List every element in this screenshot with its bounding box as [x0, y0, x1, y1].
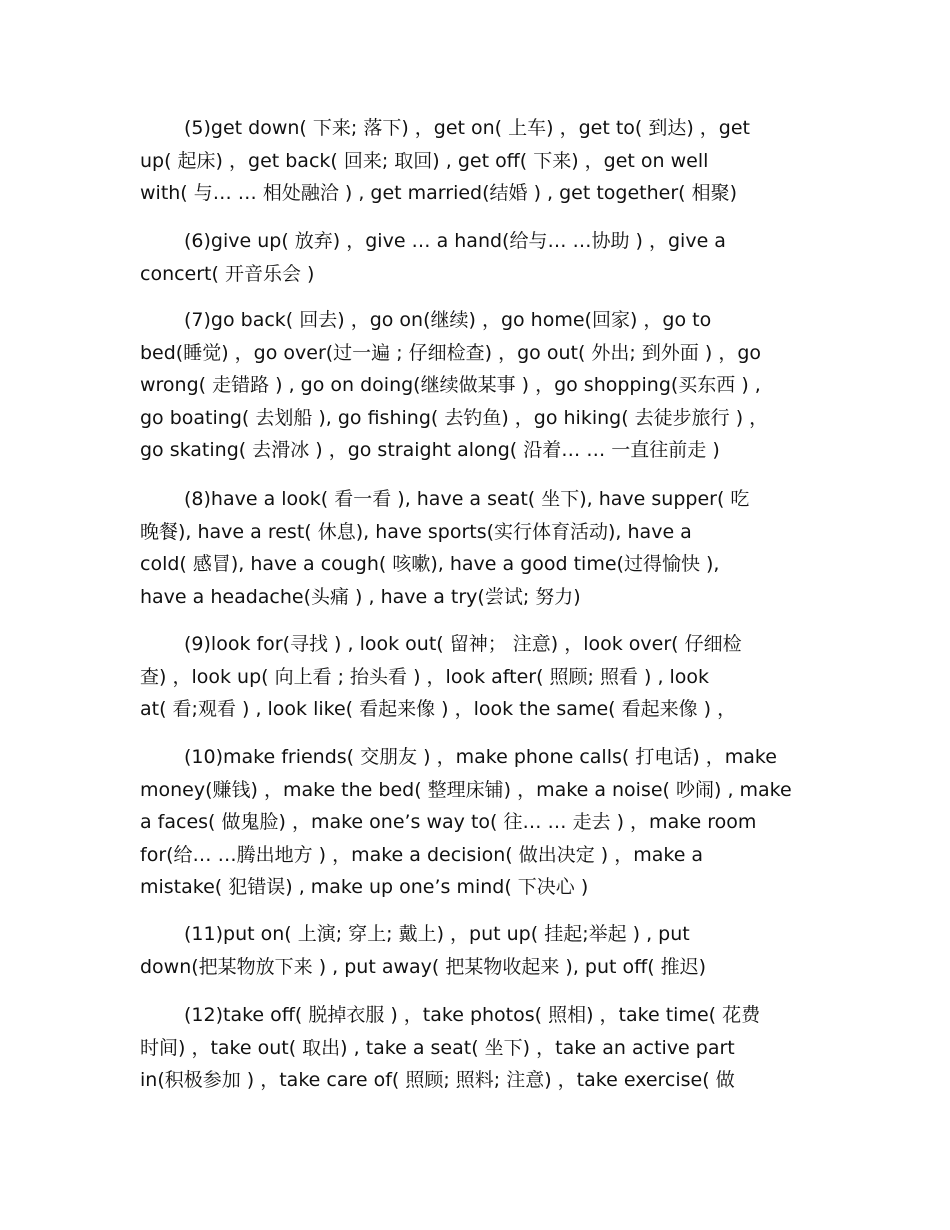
text-line: cold( 感冒), have a cough( 咳嗽), have a good time(过得愉快 ), — [140, 553, 720, 575]
text-line: (11)put on( 上演; 穿上; 戴上) ，put up( 挂起;举起 ) , put — [184, 923, 690, 945]
text-line: wrong( 走错路 ) , go on doing(继续做某事 ) ，go shopping(买东西 ) , — [140, 374, 761, 396]
text-line: 晚餐), have a rest( 休息), have sports(实行体育活动), have a — [140, 520, 692, 543]
paragraph-give-phrases — [140, 225, 880, 290]
text-line: (6)give up( 放弃) ，give … a hand(给与… …协助 ) ，give a — [184, 230, 726, 252]
text-line: money(赚钱) ，make the bed( 整理床铺) ，make a noise( 吵闹) , make — [140, 778, 792, 801]
text-line: 查) ，look up( 向上看 ; 抬头看 ) ，look after( 照顾; 照看 ) , look — [140, 665, 710, 688]
text-line: down(把某物放下来 ) , put away( 把某物收起来 ), put off( 推迟) — [140, 955, 707, 978]
text-line: a faces( 做鬼脸) ，make one’s way to( 往… … 走去 ) ，make room — [140, 811, 757, 833]
text-line: in(积极参加 ) ，take care of( 照顾; 照料; 注意) ，take exercise( 做 — [140, 1069, 735, 1091]
paragraph-take-phrases — [140, 999, 880, 1097]
paragraph-have-phrases — [140, 483, 880, 613]
text-line: go boating( 去划船 ), go fishing( 去钓鱼) ，go hiking( 去徒步旅行 ) ， — [140, 406, 769, 429]
text-line: for(给… …腾出地方 ) ，make a decision( 做出决定 ) ，make a — [140, 843, 704, 866]
text-line: (12)take off( 脱掉衣服 ) ，take photos( 照相) ，take time( 花费 — [184, 1004, 761, 1026]
text-line: mistake( 犯错误) , make up one’s mind( 下决心 ) — [140, 876, 589, 898]
text-line: 时间) ，take out( 取出) , take a seat( 坐下) ，take an active part — [140, 1036, 735, 1059]
text-line: (9)look for(寻找 ) , look out( 留神； 注意) ，look over( 仔细检 — [184, 633, 742, 655]
text-line: (7)go back( 回去) ，go on(继续) ，go home(回家) ，go to — [184, 309, 712, 331]
text-line: bed(睡觉) ，go over(过一遍 ; 仔细检查) ，go out( 外出; 到外面 ) ，go — [140, 341, 762, 364]
paragraph-look-phrases — [140, 628, 880, 726]
text-line: up( 起床) ，get back( 回来; 取回) , get off( 下来) ，get on well — [140, 149, 709, 172]
paragraph-go-phrases — [140, 304, 880, 467]
text-line: concert( 开音乐会 ) — [140, 262, 315, 285]
text-line: at( 看;观看 ) , look like( 看起来像 ) ，look the same( 看起来像 ) ， — [140, 698, 737, 720]
text-line: (5)get down( 下来; 落下) ，get on( 上车) ，get to( 到达) ，get — [184, 117, 750, 139]
paragraph-put-phrases — [140, 918, 880, 983]
text-line: have a headache(头痛 ) , have a try(尝试; 努力) — [140, 585, 581, 608]
paragraph-make-phrases — [140, 741, 880, 904]
text-line: (10)make friends( 交朋友 ) ，make phone calls( 打电话) ，make — [184, 746, 777, 768]
text-line: (8)have a look( 看一看 ), have a seat( 坐下), have supper( 吃 — [184, 488, 750, 510]
text-line: with( 与… … 相处融洽 ) , get married(结婚 ) , get together( 相聚) — [140, 182, 738, 204]
text-line: go skating( 去滑冰 ) ，go straight along( 沿着… … 一直往前走 ) — [140, 439, 720, 461]
paragraph-get-phrases — [140, 112, 880, 210]
